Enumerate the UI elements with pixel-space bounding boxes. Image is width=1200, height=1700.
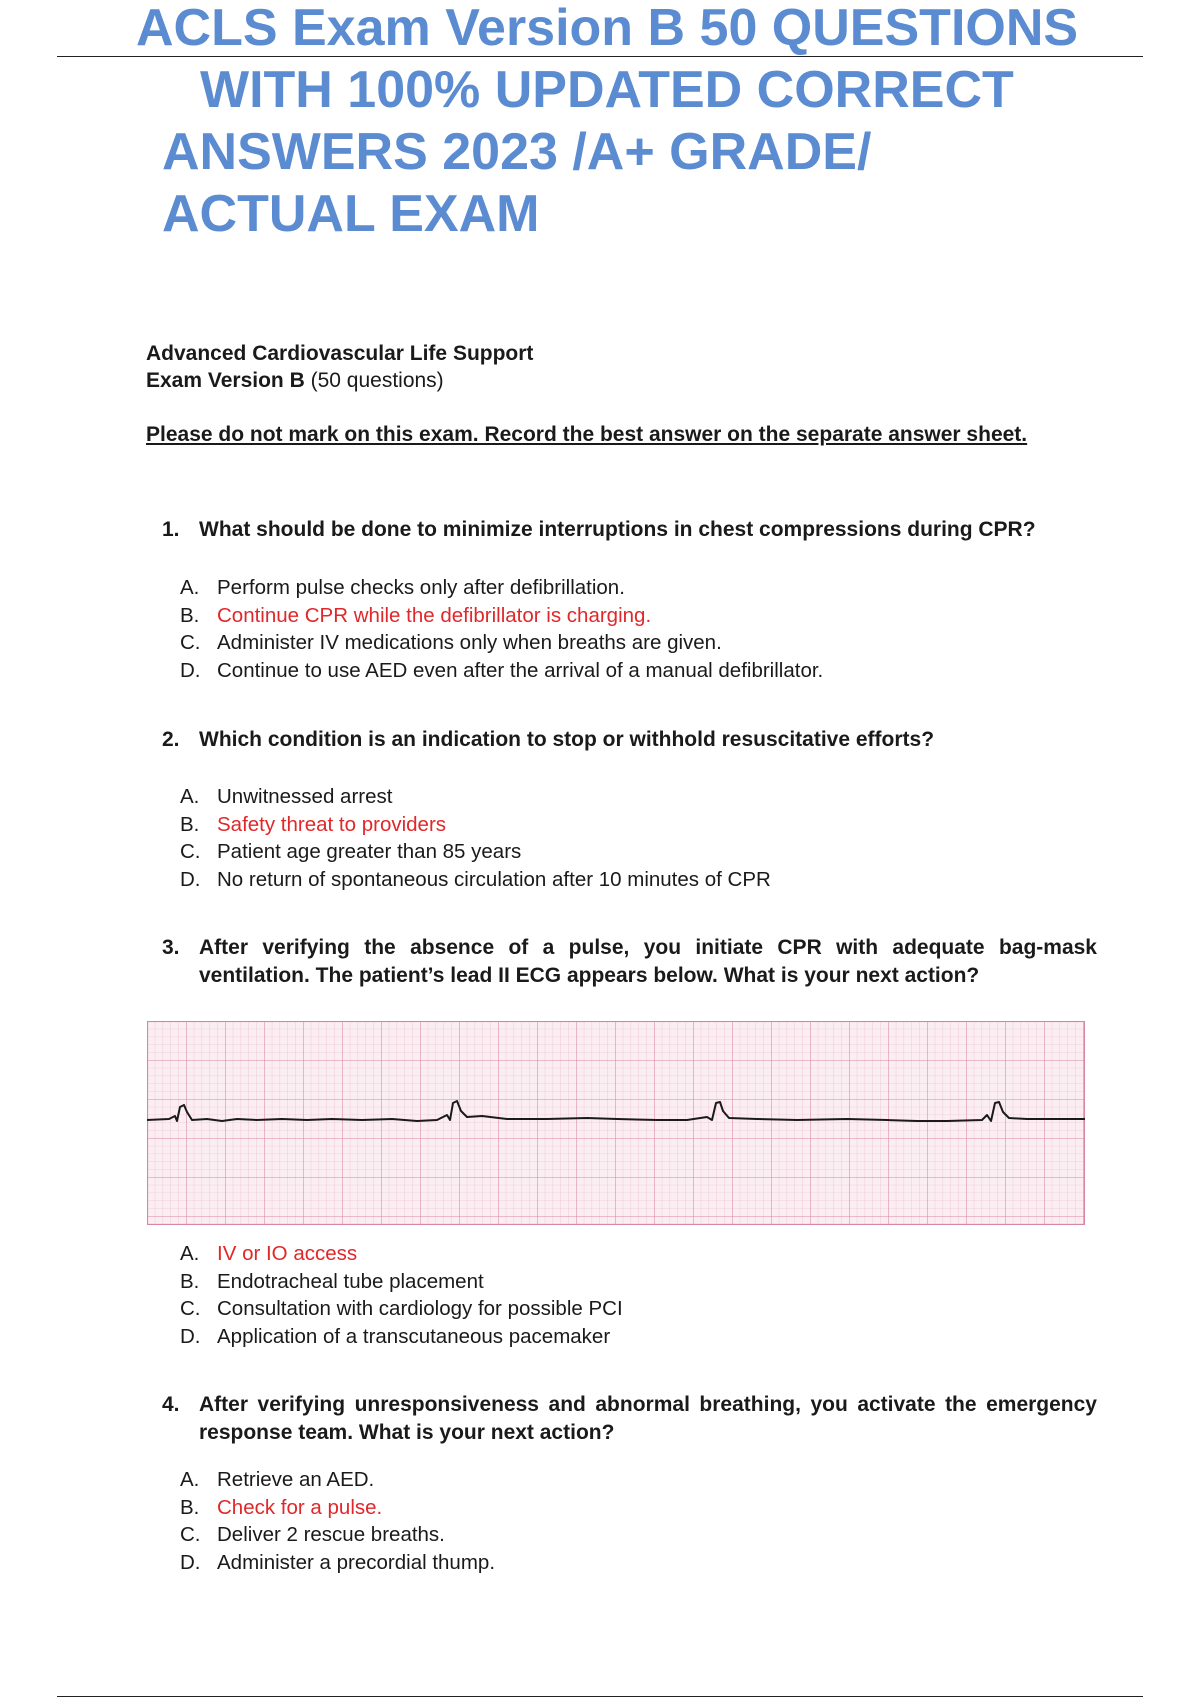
option-letter: A. bbox=[180, 576, 200, 599]
option-a bbox=[180, 783, 771, 811]
option-letter: C. bbox=[180, 1297, 201, 1320]
exam-meta bbox=[146, 340, 533, 394]
option-b-correct bbox=[180, 1494, 495, 1522]
option-c bbox=[180, 838, 771, 866]
exam-version-label: Exam Version B bbox=[146, 369, 305, 392]
option-text: Continue CPR while the defibrillator is charging. bbox=[217, 603, 652, 627]
option-letter: D. bbox=[180, 1324, 201, 1348]
option-d bbox=[180, 657, 823, 685]
exam-version-detail: (50 questions) bbox=[310, 369, 444, 392]
exam-instruction: Please do not mark on this exam. Record the best answer on the separate answer sheet. bbox=[146, 423, 1028, 446]
question-4-options bbox=[180, 1466, 495, 1576]
question-text: What should be done to minimize interruptions in chest compressions during CPR? bbox=[199, 518, 1036, 541]
question-text: Which condition is an indication to stop or withhold resuscitative efforts? bbox=[199, 728, 935, 751]
option-text: Consultation with cardiology for possible PCI bbox=[217, 1297, 623, 1320]
option-text: Administer a precordial thump. bbox=[217, 1550, 496, 1574]
question-number: 2. bbox=[162, 728, 180, 751]
exam-subtitle: Advanced Cardiovascular Life Support bbox=[146, 342, 534, 365]
option-text: Continue to use AED even after the arrival of a manual defibrillator. bbox=[217, 658, 824, 682]
option-letter: B. bbox=[180, 1269, 200, 1293]
question-number: 4. bbox=[162, 1393, 180, 1416]
option-a bbox=[180, 574, 823, 602]
option-c bbox=[180, 1521, 495, 1549]
option-text: Perform pulse checks only after defibrillation. bbox=[217, 576, 625, 599]
option-d bbox=[180, 866, 771, 894]
option-d bbox=[180, 1323, 623, 1351]
question-2-options bbox=[180, 783, 771, 893]
option-text: IV or IO access bbox=[217, 1242, 358, 1265]
option-text: No return of spontaneous circulation after 10 minutes of CPR bbox=[217, 867, 771, 891]
option-text: Application of a transcutaneous pacemaker bbox=[217, 1324, 611, 1348]
question-3-options bbox=[180, 1240, 623, 1350]
option-text: Unwitnessed arrest bbox=[217, 785, 393, 808]
option-d bbox=[180, 1549, 495, 1577]
option-b-correct bbox=[180, 811, 771, 839]
title-line-1: ACLS Exam Version B 50 QUESTIONS bbox=[136, 0, 1079, 57]
option-c bbox=[180, 1295, 623, 1323]
option-b bbox=[180, 1268, 623, 1296]
option-b-correct bbox=[180, 602, 823, 630]
option-a bbox=[180, 1466, 495, 1494]
option-text: Check for a pulse. bbox=[217, 1495, 383, 1519]
option-letter: A. bbox=[180, 1468, 200, 1491]
title-line-3: ANSWERS 2023 /A+ GRADE/ bbox=[162, 123, 872, 181]
option-text: Deliver 2 rescue breaths. bbox=[217, 1523, 445, 1546]
option-letter: B. bbox=[180, 603, 200, 627]
option-letter: A. bbox=[180, 785, 200, 808]
question-number: 3. bbox=[162, 936, 180, 959]
exam-version bbox=[146, 367, 533, 394]
question-1-options bbox=[180, 574, 823, 684]
option-letter: D. bbox=[180, 867, 201, 891]
footer-rule bbox=[57, 1696, 1143, 1697]
question-3 bbox=[162, 934, 1097, 990]
ecg-strip bbox=[147, 1021, 1085, 1225]
option-letter: C. bbox=[180, 1523, 201, 1546]
title-line-4: ACTUAL EXAM bbox=[162, 185, 540, 243]
option-letter: C. bbox=[180, 631, 201, 654]
option-text: Patient age greater than 85 years bbox=[217, 840, 522, 863]
title-line-2: WITH 100% UPDATED CORRECT bbox=[200, 61, 1014, 119]
option-text: Safety threat to providers bbox=[217, 812, 447, 836]
option-letter: C. bbox=[180, 840, 201, 863]
option-c bbox=[180, 629, 823, 657]
option-a-correct bbox=[180, 1240, 623, 1268]
option-letter: B. bbox=[180, 1495, 200, 1519]
option-letter: D. bbox=[180, 658, 201, 682]
question-4 bbox=[162, 1391, 1097, 1447]
option-letter: D. bbox=[180, 1550, 201, 1574]
option-letter: B. bbox=[180, 812, 200, 836]
header-rule bbox=[57, 56, 1143, 57]
option-text: Administer IV medications only when breaths are given. bbox=[217, 631, 722, 654]
ecg-rhythm-strip bbox=[147, 1021, 1085, 1225]
question-text: After verifying the absence of a pulse, you initiate CPR with adequate bag-mask ventilation. The patient’s lead II ECG appears below. What is your next action? bbox=[199, 936, 1097, 987]
option-letter: A. bbox=[180, 1242, 200, 1265]
question-1 bbox=[162, 516, 1097, 544]
option-text: Endotracheal tube placement bbox=[217, 1269, 484, 1293]
question-text: After verifying unresponsiveness and abnormal breathing, you activate the emergency response team. What is your next action? bbox=[199, 1393, 1097, 1444]
question-number: 1. bbox=[162, 518, 180, 541]
question-2 bbox=[162, 726, 1097, 754]
option-text: Retrieve an AED. bbox=[217, 1468, 375, 1491]
